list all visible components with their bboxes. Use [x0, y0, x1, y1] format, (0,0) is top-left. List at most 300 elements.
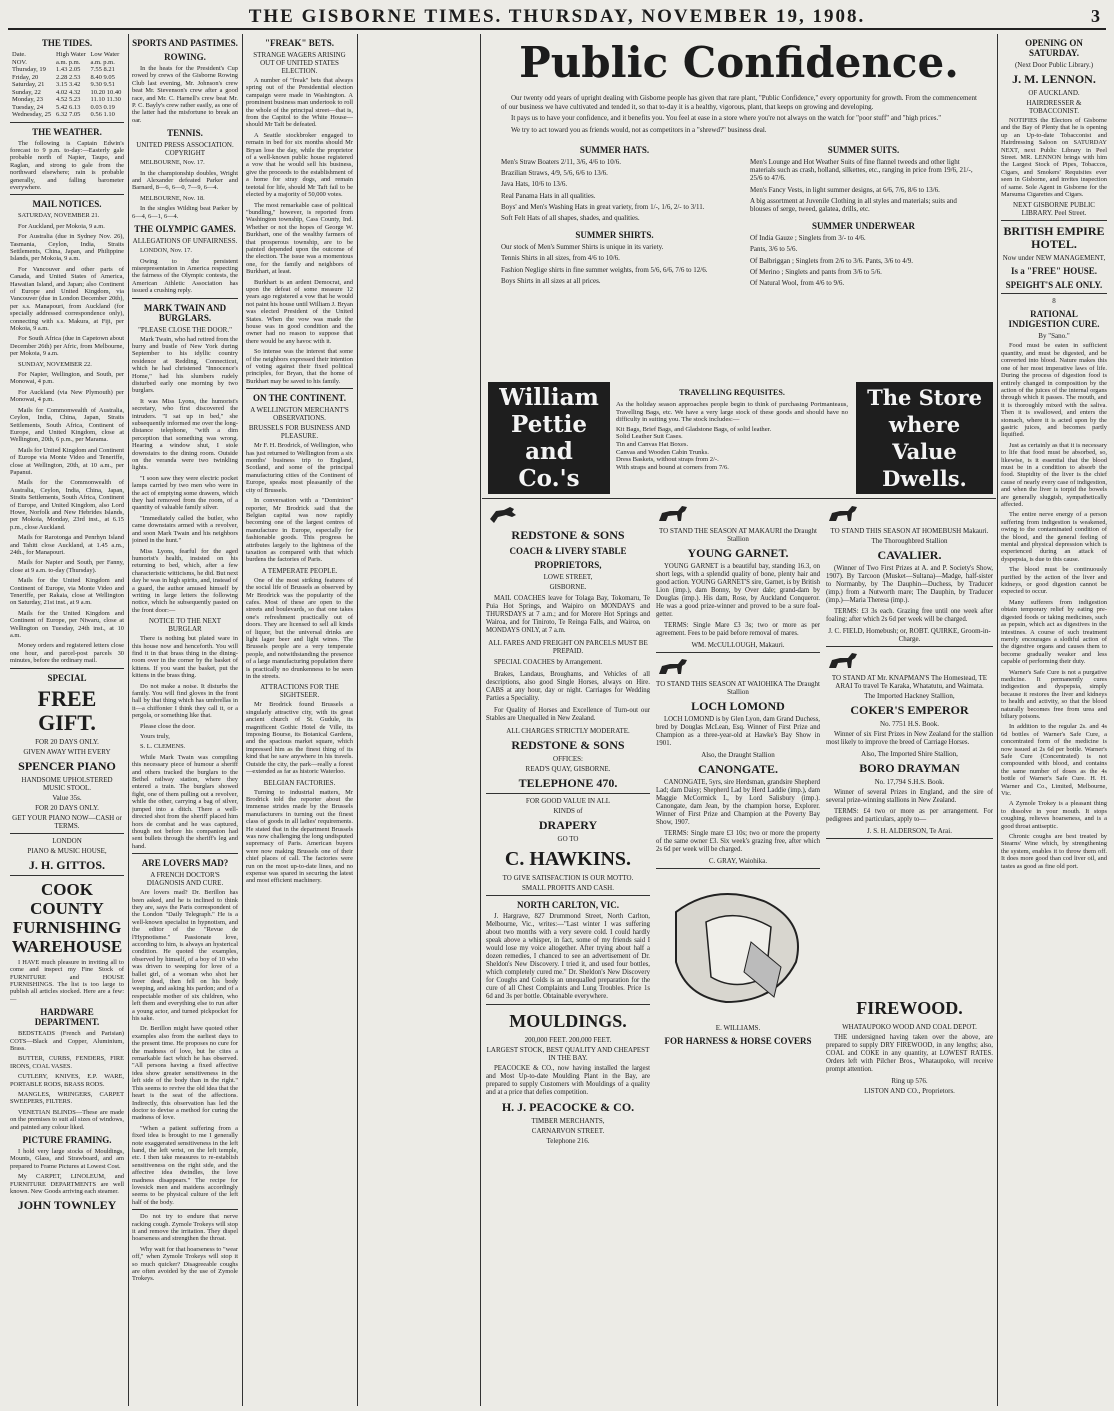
table-cell: Tuesday, 24 — [12, 103, 44, 111]
offices-address: READ'S QUAY, GISBORNE. — [525, 765, 611, 773]
list-item: Of Natural Wool, from 4/6 to 9/6. — [750, 279, 845, 288]
public-left — [501, 141, 728, 290]
speights-ale: SPEIGHT'S ALE ONLY. — [1005, 280, 1103, 291]
coker-sub: The Imported Hackney Stallion, — [864, 692, 955, 700]
paragraph: As the holiday season approaches people begin to think of purchasing Portmanteaus, Travelling Bags, etc. We have a very large stock of these goods and should have no difficulty in suiting you. The stock includes:— — [616, 401, 848, 424]
list-item: Men's Fancy Vests, in light summer designs, at 6/6, 7/6, 8/6 to 13/6. — [750, 185, 940, 194]
column-rule — [357, 34, 358, 1406]
paragraph: Mails for Napier and South, per Fanny, close at 9 a.m. to-day (Thursday). — [10, 559, 124, 574]
paragraph: SUNDAY, NOVEMBER 22. — [18, 360, 92, 368]
paragraph: SPECIAL COACHES by Arrangement. — [494, 659, 603, 666]
divider — [486, 793, 650, 794]
list-item: VENETIAN BLINDS—These are made on the premises to suit all sizes of windows, and painted any colour liked. — [10, 1108, 124, 1131]
column-7 — [826, 503, 993, 1403]
drapery-line: DRAPERY — [538, 818, 598, 832]
cook-text: I HAVE much pleasure in inviting all to come and inspect my Fine Stock of FURNITURE and HOUSE FURNISHINGS. The list is too large to publish all articles stocked. Here are a few:— — [10, 958, 124, 1003]
paragraph: For Auckland, per Mokoia, 9 a.m. — [18, 222, 105, 230]
table-cell: a.m. p.m. — [55, 58, 81, 66]
tides-heading: THE TIDES. — [41, 38, 93, 48]
divider — [1001, 293, 1107, 294]
paragraph: PEACOCKE & CO., now having installed the largest and Most Up-to-date Moulding Plant in the Bay, are prepared to supply Customers with Mouldings of a quality and at a price that defies competition. — [486, 1065, 650, 1096]
cook-title: COOK COUNTY FURNISHING WAREHOUSE — [11, 879, 123, 956]
paragraph: LONDON, Nov. 17. — [140, 247, 192, 255]
list-item: Pants, 3/6 to 5/6. — [750, 245, 798, 254]
table-cell: 1.43 2.05 — [55, 66, 81, 73]
free-house: Is a "FREE" HOUSE. — [1010, 266, 1097, 277]
twain-heading: MARK TWAIN AND BURGLARS. — [143, 302, 227, 323]
paragraph: Mails for the Commonwealth of Australia, Ceylon, India, China, Japan, Straits Settlements, South Africa, Continent of Europe, and United Kingdom, also Lord Howe, Norfolk and New Hebrides Islands, per Mokoia, Monday, 23rd inst., at 6.15 p.m., close Auckland. — [10, 479, 124, 531]
shirts-heading: SUMMER SHIRTS. — [575, 230, 654, 241]
cavalier-sign: J. C. FIELD, Homebush; or, ROBT. QUIRKE, Groom-in-Charge. — [828, 627, 991, 643]
list-item: BEDSTEADS (French and Parisian) COTS—Black and Copper, Aluminium, Brass. — [10, 1030, 124, 1052]
gift-days: FOR 20 DAYS ONLY. — [35, 803, 99, 812]
saddle-label: E. WILLIAMS. — [715, 1024, 761, 1032]
carnarvon-street: CARNARVON STREET. — [531, 1127, 605, 1135]
store-logo — [856, 382, 993, 494]
column-5 — [486, 503, 650, 1403]
paragraph: In the singles Wilding beat Parker by 6—4, 6—1, 6—4. — [132, 205, 238, 220]
divider — [482, 498, 996, 499]
garnet-sign: WM. McCULLOUGH, Makauri. — [691, 641, 785, 649]
column-8 — [1001, 34, 1107, 1406]
list-item: Soft Felt Hats of all shapes, shades, and qualities. — [501, 214, 640, 223]
weather-text: The following is Captain Edwin's forecast to 9 p.m. to-day:—Easterly gale probable north of Napier, Taupo, and Raglan, and strong to gale from the northward elsewhere; rain is probable generally, and falling barometer everywhere. — [10, 139, 124, 191]
gift-heading: SPECIAL — [47, 672, 87, 683]
paragraph: Are lovers mad? Dr. Berillon has been asked, and he is inclined to think they are, says the Paris correspondent of the London "Daily Telegraph." He is a well-known specialist in hypnotism, and the editor of the "Revue de l'Hypnotisme." Passionate love, according to him, is always an hysterical condition. He quoted the examples, observed by himself, of a boy of 10 who was driven to weeping for love of a ballet girl, of a woman who shot her lover dead, then fell on his body weeping, and asking his pardon; and of a respectable mother of six children, who left them and everything else to run after a young actor, and turned pickpocket for his sake. — [132, 889, 238, 1023]
paragraph: S. L. CLEMENS. — [140, 743, 186, 751]
paragraph: For Australia (due in Sydney Nov. 26), Tasmania, Ceylon, India, Straits Settlements, China, Japan, and Philippine Islands, per Mokoia, 9 a.m. — [10, 233, 124, 263]
cavalier-intro: TO STAND THIS SEASON AT HOMEBUSH Makauri. — [830, 527, 989, 535]
paragraph: Why wait for that hoarseness to "wear off," when Zymole Trokeys will stop it so much quicker? Disagreeable coughs are often avoided by the use of Zymole Trokeys. — [132, 1245, 238, 1283]
paragraph: TERMS: Single Mare £3 3s; two or more as per agreement. Fees to be paid before removal of mares. — [656, 622, 820, 637]
list-item: Our stock of Men's Summer Shirts is unique in its variety. — [501, 243, 664, 252]
gift-line: Value 35s. — [52, 793, 82, 802]
hardware-heading: HARDWARE DEPARTMENT. — [34, 1007, 100, 1028]
continent-sub: A WELLINGTON MERCHANT'S OBSERVATIONS. — [250, 406, 349, 423]
table-header: Low Water — [90, 51, 120, 58]
gittos-line: LONDON — [52, 836, 82, 845]
divider — [826, 838, 993, 839]
paragraph: We try to act toward you as friends would, not as competitors in a "shrewd?" business deal. — [511, 125, 767, 134]
hairdresser-label: HAIRDRESSER & TOBACCONIST. — [1026, 99, 1082, 115]
divider — [1001, 220, 1107, 221]
also-label: Also, the Draught Stallion — [701, 751, 775, 759]
table-header: Date. — [12, 51, 26, 58]
paragraph: For Quality of Horses and Excellence of Turn-out our Stables are Unequalled in New Zealand. — [486, 707, 650, 722]
table-row — [10, 104, 124, 112]
offices-label: OFFICES: — [553, 755, 583, 763]
paragraph: For South Africa (due in Capetown about December 26th) per Afric, from Melbourne, per Mokoia, 9 a.m. — [10, 335, 124, 358]
paragraph: J. Hargrave, 827 Drummond Street, North Carlton, Melbourne, Vic., writes:—"Last winter I was suffering about two months with a very severe cold. I could hardly speak above a whisper, in fact, some of my friends said I would lose my voice altogether. After trying about half a dozen remedies, I chanced to see an advertisement of Dr. Sheldon's New Discovery. I tried it, and used four bottles, which completely cured me." Dr. Sheldon's New Discovery for Coughs and Colds is an unequalled preparation for the cure of all Chest Complaints and Lung Troubles. Price 1s 6d and 3s per bottle. Obtainable everywhere. — [486, 913, 650, 1000]
underwear-heading: SUMMER UNDERWEAR — [812, 221, 915, 232]
redstone-line: PROPRIETORS, — [534, 560, 602, 570]
paragraph: Mr Brodrick found Brussels a singularly attractive city, with its great ancient church of St. Gudule, its magnificent Gothic Hotel de Ville, its imposing Bourse, its Botanical Gardens, and the spacious market square, which impressed him as the finest thing of its kind that he saw anywhere in his travels. Outside the city, the park—really a forest—extended as far as historic Waterloo. — [246, 701, 353, 776]
table-header-row — [10, 51, 124, 59]
divider — [246, 388, 353, 389]
drapery-line: GO TO — [557, 835, 579, 843]
drapery-line: KINDS of — [553, 807, 583, 815]
paragraph: Warner's Safe Cure is not a purgative medicine. It permanently cures indigestion and dyspepsia, simply because it restores the liver and kidneys to health and activity, so that the blood naturally becomes free from urea and biliary poisons. — [1001, 668, 1107, 720]
gray-sign: C. GRAY, Waiohika. — [708, 857, 768, 865]
boro-sub: Also, The Imported Shire Stallion, — [861, 750, 958, 758]
harness-heading: FOR HARNESS & HORSE COVERS — [664, 1036, 812, 1046]
paragraph: Winner of six First Prizes in New Zealand for the stallion most likely to improve the breed of Carriage Horses. — [826, 731, 993, 746]
temperate-heading: A TEMPERATE PEOPLE. — [261, 566, 338, 575]
divider — [132, 298, 238, 299]
table-cell: Sunday, 22 — [12, 88, 41, 96]
gift-line: GIVEN AWAY WITH EVERY — [23, 747, 111, 756]
divider — [486, 895, 650, 896]
auckland-label: OF AUCKLAND. — [1028, 89, 1080, 97]
paragraph: MAIL COACHES leave for Tolaga Bay, Tokomaru, Te Puia Hot Springs, and Waipiro on MONDAYS and THURSDAYS at 7 a.m.; and for Morere Hot Springs and Wairoa, and for Tiniroto, Te Reinga Falls, and Wairoa, on MONDAYS ONLY, at 7 a.m. — [486, 595, 650, 634]
drapery-line: FOR GOOD VALUE IN ALL — [525, 797, 611, 805]
table-cell: Friday, 20 — [12, 73, 39, 81]
garnet-title: YOUNG GARNET. — [687, 546, 789, 560]
tennis-heading: TENNIS. — [167, 128, 203, 139]
list-item: Canvas and Wooden Cabin Trunks. — [616, 448, 709, 456]
tides-table — [10, 51, 124, 119]
charges-notice: ALL CHARGES STRICTLY MODERATE. — [506, 727, 630, 735]
framing-heading: PICTURE FRAMING. — [22, 1135, 112, 1145]
gittos-line: PIANO & MUSIC HOUSE, — [27, 846, 107, 855]
divider — [10, 122, 124, 123]
townley-signature: JOHN TOWNLEY — [17, 1198, 117, 1213]
timber-merchants: TIMBER MERCHANTS, — [531, 1117, 605, 1125]
masthead — [8, 6, 1106, 30]
freak-sub: STRANGE WAGERS ARISING OUT OF UNITED STATES ELECTION. — [253, 51, 346, 75]
column-3 — [246, 34, 353, 1406]
mouldings-title: MOULDINGS. — [509, 1011, 627, 1031]
paragraph: Owing to the persistent misrepresentation in America respecting the fairness of the Olympic contests, the American Athletic Association has issued a crushing reply. — [132, 257, 238, 295]
paragraph: It was Miss Lyons, the humorist's secretary, who first discovered the intruders. "I sat up in bed," she subsequently informed me over the long-distance telephone, "with a dim perception that something was wrong. Hearing a window shut, I stole downstairs to the dining room. Outside on the veranda were two twinkling lights. — [132, 397, 238, 472]
redstone-title-2: REDSTONE & SONS — [511, 738, 625, 752]
motto: TO GIVE SATISFACTION IS OUR MOTTO. — [502, 874, 634, 882]
liston-sign: LISTON AND CO., Proprietors. — [864, 1087, 955, 1095]
store-name: The Store where Value Dwells. — [867, 385, 982, 491]
canongate-title: CANONGATE. — [697, 762, 779, 776]
alderson-sign: J. S. H. ALDERSON, Te Arai. — [867, 827, 952, 835]
mail-notices — [10, 212, 124, 664]
paragraph: Many sufferers from indigestion obtain temporary relief by eating pre-digested foods or taking medicines, such as pepsin, which act as digestives in the intestines. A course of such treatment merely encourages a slothful action of the digestive organs and causes them to become gradually weaker and less capable of performing their duty. — [1001, 598, 1107, 666]
table-cell: 8.40 9.05 — [90, 73, 115, 81]
list-item: With straps and bound at corners from 7/6. — [616, 463, 729, 471]
pettie-logo — [488, 382, 610, 494]
loch-intro: TO STAND THIS SEASON AT WAIOHIKA The Draught Stallion — [656, 680, 820, 696]
table-row — [10, 66, 124, 74]
table-header: High Water — [55, 51, 86, 58]
list-item: MANGLES, WRINGERS, CARPET SWEEPERS, FILTERS. — [10, 1090, 124, 1106]
paragraph: "When a patient suffering from a fixed idea is brought to me I generally note exaggerated sensitiveness in the left hand, the left wrist, on the left temple, etc. I then take measures to re-establish sensitiveness on the right side, and the affective idea dwindles, the love madness disappears." The recipe for lovesick men and maidens accordingly seems to be physical culture of the left half of the body. — [132, 1124, 238, 1206]
paragraph: "I soon saw they were electric pocket lamps carried by two men who were in the act of emptying some drawers, which they had removed from the room, of a quantity of valuable family silver. — [132, 474, 238, 512]
firewood-title: FIREWOOD. — [856, 998, 963, 1018]
horse-icon — [656, 503, 692, 525]
paragraph: In conversation with a "Dominion" reporter, Mr Brodrick said that the Belgian capital was now rapidly becoming one of the largest centres of manufacture in Europe, especially for fashionable goods. This progress he attributes largely to the lightness of the taxation as compared with that which burdens the factories of Paris. — [246, 497, 353, 564]
paragraph: CANONGATE, 5yrs, sire Herdsman, grandsire Shepherd Lad; dam Daisy; Shepherd Lad by Herd Laddie (imp.), dam Maggie McCormick I., by Lord Salisbury (imp.). Canongate, dam Jean, by the champion horse, Explorer. Winner of First Prize and Champion at the Poverty Bay Show, 1907. — [656, 779, 820, 826]
paragraph: Food must be eaten in sufficient quantity, and must be digested, and be converted into blood. Nature makes this one of her most imperative laws of life. During the process of digestion food is entirely changed in composition by the action of the juices of the internal organs through which it passes. The mouth, and it is thoroughly mixed with the saliva. Then it is swallowed, and enters the stomach, where it is acted upon by the gastric juices, and becomes partly liquified. — [1001, 342, 1107, 439]
telephone: TELEPHONE 470. — [518, 776, 618, 790]
public-columns — [485, 137, 993, 290]
divider — [826, 646, 993, 647]
loch-title: LOCH LOMOND — [691, 699, 785, 713]
gift-title: FREE GIFT. — [37, 685, 97, 735]
paragraph: Mark Twain, who had retired from the hurry and bustle of New York during September to his idyllic country residence at Redding, Connecticut, which he had christened "Innocence's Home," had his slumbers rudely disturbed early one morning by two burglars. — [132, 335, 238, 395]
saddle-illustration — [656, 872, 816, 1022]
paragraph: Our twenty odd years of upright dealing with Gisborne people has given that rare plant, "Public Confidence," every opportunity for growth. From the commencement of our business we have cultivated and tended it, so that to-day it is a healthy, vigorous, plant, that keeps on growing and developing. — [501, 94, 977, 111]
mail-heading: MAIL NOTICES. — [32, 199, 102, 210]
public-intro — [485, 94, 993, 134]
fares-notice: ALL FARES AND FREIGHT ON PARCELS MUST BE PREPAID. — [488, 639, 648, 655]
table-cell: a.m. p.m. — [90, 58, 115, 66]
divider — [10, 194, 124, 195]
telephone-2: Telephone 216. — [546, 1137, 590, 1145]
weather-heading: THE WEATHER. — [32, 126, 102, 137]
paragraph: THE undersigned having taken over the above, are prepared to supply DRY FIREWOOD, in any lengths; also, COAL and COKE in any quantity, at LOWEST RATES. Orders left with Pilcher Bros., Whataupoko, will receive prompt attention. — [826, 1034, 993, 1073]
paragraph: Please close the door. — [140, 722, 196, 730]
list-item: Of Merino ; Singlets and pants from 3/6 to 5/6. — [750, 267, 882, 276]
table-cell: 5.42 6.13 — [55, 103, 81, 111]
paragraph: A Zymole Trokey is a pleasant thing to dissolve in your mouth. It stops coughing, relieves hoarseness, and is a good throat antiseptic. — [1001, 800, 1107, 830]
framing-text: I hold very large stocks of Mouldings, Mounts, Glass, and Strawboard, and am prepared to Frame Pictures at Lowest Cost. — [10, 1148, 124, 1170]
rational-heading: RATIONAL INDIGESTION CURE. — [1008, 309, 1100, 330]
travel-ad — [616, 384, 848, 494]
list-item: Boys' and Men's Washing Hats in great variety, from 1/-, 1/6, 2/- to 3/11. — [501, 202, 705, 211]
cavalier-title: CAVALIER. — [877, 548, 942, 562]
table-cell: NOV. — [12, 58, 27, 66]
paragraph: Mails for Commonwealth of Australia, Ceylon, India, China, Japan, Straits Settlements, South Africa, Continent of Europe, and United Kingdom, close at Wellington, 20th, 6 p.m., per Marama. — [10, 406, 124, 444]
column-rule — [997, 34, 998, 1406]
column-6 — [656, 503, 820, 1403]
masthead-title: THE GISBORNE TIMES. THURSDAY, NOVEMBER 19, 1908. — [248, 6, 866, 27]
table-cell: 9.30 9.51 — [90, 81, 115, 88]
paragraph: TERMS: £3 3s each. Grazing free until one week after foaling; after which 2s 6d per week will be charged. — [826, 608, 993, 623]
coker-intro: TO STAND AT Mr. KNAPMAN'S The Homestead, TE ARAI To travel Te Karaka, Whatatutu, and Waimata. — [831, 674, 988, 690]
table-row — [10, 111, 124, 119]
depot-name: WHATAUPOKO WOOD AND COAL DEPOT. — [842, 1023, 977, 1031]
table-row — [10, 96, 124, 104]
paragraph: In addition to the regular 2s. and 4s 6d bottles of Warner's Safe Cure, a concentrated form of the medicine is now issued at 2s 6d per bottle. Warner's Safe Cure (Concentrated) is not compounded with blood, and contains the same number of doses as the 4s bottle of Warner's Safe Cure. H. H. Warner and Co., Limited, Melbourne, Vic. — [1001, 723, 1107, 798]
horse-coach-icon — [486, 503, 526, 525]
notice-heading: NOTICE TO THE NEXT BURGLAR — [148, 617, 222, 634]
boro-no: No. 17,794 S.H.S. Book. — [874, 778, 945, 786]
list-item: Men's Lounge and Hot Weather Suits of fine flannel tweeds and other light materials such as crash, holland, silkettes, etc., ranging in price from 19/6, 21/-, 25/6 to 47/6. — [750, 158, 973, 183]
public-confidence-title: Public Confidence. — [519, 38, 959, 87]
cavalier-sub: The Thoroughbred Stallion — [871, 537, 948, 545]
table-cell: 3.15 3.42 — [55, 81, 81, 88]
table-cell: 10.20 10.40 — [90, 88, 122, 96]
hats-heading: SUMMER HATS. — [579, 145, 650, 155]
list-item: Boys Shirts in all sizes at all prices. — [501, 276, 601, 285]
carlton-heading: NORTH CARLTON, VIC. — [516, 900, 620, 910]
list-item: CUTLERY, KNIVES, E.P. WARE, PORTABLE RODS, BRASS RODS. — [10, 1073, 124, 1088]
freak-heading: "FREAK" BETS. — [264, 38, 334, 48]
paragraph: Chronic coughs are best treated by Stearns' Wine which, by strengthening the system, enables it to throw them off. It does more good than cod liver oil, and tastes as good as fine old port. — [1001, 833, 1107, 870]
olympic-sub: ALLEGATIONS OF UNFAIRNESS. — [132, 237, 238, 246]
horse-icon — [826, 503, 862, 525]
paragraph: While Mark Twain was compiling this necessary piece of humour a sheriff and others tracked the burglars to the Bethel railway station, where they entered a train. The burglars showed fight, one of them pulling out a revolver, while the other, carrying a bag of silver, jumped into a ditch. There a well-directed shot from the sheriff placed him hors de combat and he was captured, though not before his companion had sent bullets through the sheriff's leg and hand. — [132, 753, 238, 850]
paragraph: Yours truly, — [140, 733, 170, 741]
table-cell: 6.32 7.05 — [55, 111, 81, 118]
list-item: Real Panama Hats in all qualities. — [501, 191, 596, 200]
list-item: Men's Straw Boaters 2/11, 3/6, 4/6 to 10/6. — [501, 158, 621, 166]
gift-line: HANDSOME UPHOLSTERED MUSIC STOOL. — [21, 775, 113, 792]
peacocke-name: H. J. PEACOCKE & CO. — [501, 1100, 635, 1114]
list-item: Java Hats, 10/6 to 13/6. — [501, 180, 568, 189]
redstone-line: COACH & LIVERY STABLE — [509, 546, 627, 556]
divider — [656, 652, 820, 653]
list-item: Of Balbriggan ; Singlets from 2/6 to 3/6. Pants, 3/6 to 4/9. — [750, 256, 913, 265]
article-number: 8 — [1052, 297, 1056, 306]
divider — [132, 853, 238, 854]
travel-heading: TRAVELLING REQUISITES. — [679, 388, 785, 397]
redstone-title: REDSTONE & SONS — [511, 528, 625, 542]
table-cell: 4.52 5.23 — [55, 96, 81, 103]
suits-heading: SUMMER SUITS. — [827, 145, 900, 155]
hotel-name: BRITISH EMPIRE HOTEL. — [1003, 224, 1105, 252]
divider — [10, 833, 124, 834]
paragraph: (Winner of Two First Prizes at A. and P. Society's Show, 1907). By Tarcoon (Musket—Sultana)—Madge, half-sister to Normanby, by The Dauphin—Duchess, by Traducer (imp.) from a Nutworth mare; The Dauphin, by Traducer (imp.)—Maria Theresa (imp.). — [826, 565, 993, 604]
twain-sub: "PLEASE CLOSE THE DOOR." — [138, 325, 232, 334]
paragraph: For Auckland (via New Plymouth) per Monowai, 4 p.m. — [10, 388, 124, 404]
table-cell: 2.28 2.53 — [55, 73, 81, 81]
paragraph: TERMS: £4 two or more as per arrangement. For pedigrees and particulars, apply to— — [826, 808, 993, 823]
list-item: Solid Leather Suit Cases. — [616, 433, 683, 441]
paragraph: Mails for United Kingdom and Continent of Europe via Monte Video and Teneriffe, close at Wellington, 20th, at 10 a.m., per Papanui. — [10, 446, 124, 476]
factories-heading: BELGIAN FACTORIES. — [263, 778, 336, 787]
paragraph: Brakes, Landaus, Broughams, and Vehicles of all descriptions, also good Single Horses, always on Hire. CABS at any hour, day or night. Carriages for Wedding Parties a Speciality. — [486, 671, 650, 702]
paragraph: Turning to industrial matters, Mr Brodrick told the reporter about the immense strides made by the Brussels manufacturers in turning out the finest class of goods in all ladies' requirements. He stated that in the department Brussels was now challenging the long undisputed supremacy of Paris. American buyers were now making Brussels one of their chief places of call. The factories were run on the most up-to-date lines, and no expense was spared in securing the latest and most efficient machinery. — [246, 788, 353, 885]
paragraph: Mails for the United Kingdom and Continent of Europe, per Niwaru, close at Wellington on Tuesday, 24th inst., at 10 a.m. — [10, 609, 124, 640]
spencer-piano: SPENCER PIANO — [18, 758, 116, 773]
olympic-heading: THE OLYMPIC GAMES. — [134, 224, 236, 235]
lovers-sub: A FRENCH DOCTOR'S DIAGNOSIS AND CURE. — [146, 871, 224, 888]
list-item: Brazilian Straws, 4/9, 5/6, 6/6 to 13/6. — [501, 169, 608, 178]
paragraph: The blood must be continuously purified by the action of the liver and kidneys, or good digestion cannot be expected to occur. — [1001, 566, 1107, 596]
table-header-row — [10, 59, 124, 67]
table-cell: 0.56 1.10 — [90, 111, 115, 118]
column-rule — [480, 34, 481, 1406]
boro-title: BORO DRAYMAN — [859, 761, 960, 775]
divider — [10, 668, 124, 669]
press-credit: UNITED PRESS ASSOCIATION. COPYRIGHT — [136, 141, 234, 158]
gift-cta: GET YOUR PIANO NOW—CASH or TERMS. — [12, 813, 122, 830]
lovers-heading: ARE LOVERS MAD? — [141, 858, 229, 869]
divider — [656, 868, 820, 869]
paragraph: "Immediately called the butler, who came downstairs armed with a revolver, and soon Mark Twain and his neighbors joined in the hunt." — [132, 514, 238, 545]
lennon-name: J. M. LENNON. — [1012, 72, 1096, 86]
paragraph: A Seattle stockbroker engaged to remain in bed for six months should Mr Bryan lose the day, while the proprietor of a well-known public house registered a vow that he would sell his business, give the proceeds to the establishment of a home for stray dogs, and remain teetotal for life, should Mr Taft fail to be elected by a majority of 50,000 votes. — [246, 131, 353, 199]
paragraph: There is nothing but plated ware in this house now and henceforth. You will find it in that brass thing in the dining-room over in the corner by the basket of kittens. If you want the basket, put the kittens in the brass thing. — [132, 635, 238, 680]
table-cell: 7.55 8.21 — [90, 66, 115, 73]
list-item: Kit Bags, Brief Bags, and Gladstone Bags, of solid leather. — [616, 425, 772, 433]
paragraph: SATURDAY, NOVEMBER 21. — [18, 212, 100, 220]
continent-heading: ON THE CONTINENT. — [253, 393, 346, 404]
next-library: NEXT GISBORNE PUBLIC LIBRARY. Peel Street. — [1013, 201, 1095, 218]
motto: SMALL PROFITS AND CASH. — [522, 884, 614, 892]
paragraph: For Napier, Wellington, and South, per Monowai, 4 p.m. — [10, 371, 124, 386]
paragraph: A number of "freak" bets that always spring out of the Presidential election campaign were made in Washington. A prominent business man undertook to roll the whole of the principal street—that is, from the Capitol to the White House—should Mr Taft be defeated. — [246, 77, 353, 129]
public-right — [750, 141, 977, 290]
ring-up: Ring up 576. — [891, 1077, 928, 1085]
table-row — [10, 89, 124, 97]
paragraph: The entire nerve energy of a person suffering from indigestion is weakened, owing to the contaminated condition of the blood, and the general feeling of mental and physical depression which is experienced during an attack of dyspepsia, is due to this cause. — [1001, 511, 1107, 563]
carpet-text: My CARPET, LINOLEUM, and FURNITURE DEPARTMENTS are well known. New Goods arriving each steamer. — [10, 1173, 124, 1196]
table-cell: Thursday, 19 — [12, 66, 46, 73]
gittos-name: J. H. GITTOS. — [28, 857, 106, 872]
paragraph: Miss Lyons, fearful for the aged humorist's health, insisted on his returning to bed, which, after a few characteristic witticisms, he did. But next day he was in high spirits, and, instead of a guard, the author amused himself by writing in large letters the following notice, which he subsequently pasted on the front door:— — [132, 547, 238, 614]
garnet-intro: TO STAND THE SEASON AT MAKAURI the Draught Stallion — [659, 527, 817, 543]
rowing-text: In the heats for the President's Cup rowed by crews of the Gisborne Rowing Club last evening, Mr. Johnson's crew beat Mr. Stevenson's crew after a good race, and Mr. C. Harnell's crew beat Mr. P. C. Bayly's crew rather easily, as one of the latter had the misfortune to break an oar. — [132, 65, 238, 124]
hawkins-name: C. HAWKINS. — [504, 848, 632, 870]
paragraph: Mr F. H. Brodrick, of Wellington, who has just returned to Wellington from a six months' business trip to England, Scotland, and some of the principal manufacturing cities of the Continent of Europe, speaks most pleasantly of the city of Brussels. — [246, 442, 353, 494]
column-rule — [242, 34, 243, 1406]
paragraph: For Vancouver and other parts of Canada, and United States of America, Hawaiian Island, and Japan; also Continent of Europe and United Kingdom, via Vancouver (due in London December 20th), per s.s. Manapouri, from Auckland (for specially addressed correspondence only), connecting with s.s. Makura, at Fiji, per Mokoia, 9 a.m. — [10, 265, 124, 333]
management-note: Now under NEW MANAGEMENT, — [1002, 254, 1106, 263]
column-rule — [128, 34, 129, 1406]
paragraph: In the championship doubles, Wright and Alexander defeated Parker and Barnard, 8—6, 6—0, 7—9, 6—4. — [132, 169, 238, 192]
table-cell: 4.02 4.32 — [55, 88, 81, 96]
paragraph: Do not make a noise. It disturbs the family. You will find gloves in the front hall by that thing which has umbrellas in it—a chiffonier I think they call it, or a pergola, or something like that. — [132, 682, 238, 720]
horse-icon — [656, 656, 692, 678]
list-item: Dress Baskets, without straps from 2/-. — [616, 456, 719, 464]
divider — [486, 1004, 650, 1005]
paragraph: LOCH LOMOND is by Glen Lyon, dam Grand Duchess, bred by Douglas McLean, Esq. Winner of First Prize and Champion as a three-year-old at Hawke's Bay Show in 1901. — [656, 716, 820, 747]
coker-no: No. 7751 H.S. Book. — [880, 720, 939, 728]
table-cell: 0.03 0.19 — [90, 103, 115, 111]
paragraph: Mails for the United Kingdom and Continent of Europe, via Monte Video and Teneriffe, per Rakaia, close at Wellington on Saturday, 21st inst., at 9 a.m. — [10, 577, 124, 607]
paragraph: MELBOURNE, Nov. 18. — [140, 194, 205, 202]
paragraph: So intense was the interest that some of the neighbors expressed their intention of voting against their fixed political principles, for Bryan, that the home of Burkhart may be saved to his family. — [246, 348, 353, 385]
paragraph: Winner of several Prizes in England, and the sire of several prize-winning stallions in New Zealand. — [826, 789, 993, 804]
paragraph: Mails for Rarotonga and Penrhyn Island and Tahiti close Auckland, at 1.45 a.m., 24th., for Manapouri. — [10, 534, 124, 556]
spacer — [826, 842, 993, 992]
sports-heading: SPORTS AND PASTIMES. — [132, 38, 238, 48]
gift-days: FOR 20 DAYS ONLY. — [35, 737, 99, 746]
list-item: Tennis Shirts in all sizes, from 4/6 to 10/6. — [501, 254, 620, 263]
paragraph: It pays us to have your confidence, and it benefits you. You feel at ease in a store where you're not always on the watch for "poor stuff" and "high prices." — [511, 114, 942, 122]
redstone-line: LOWE STREET, — [543, 573, 593, 581]
table-cell: Wednesday, 25 — [12, 111, 52, 118]
paragraph: TERMS: Single mare £3 10s; two or more the property of the same owner £3. Six week's grazing free, after which 2s 6d per week will be charged. — [656, 830, 820, 853]
library-note: (Next Door Public Library.) — [1014, 61, 1094, 69]
redstone-line: GISBORNE. — [549, 583, 587, 591]
coker-title: COKER'S EMPEROR — [850, 703, 969, 717]
opening-heading: OPENING ON SATURDAY. — [1025, 38, 1083, 58]
paragraph: NOTIFIES the Electors of Gisborne and the Bay of Plenty that he is opening up an Up-to-date Tobacconist and Hairdressing Saloon on SATURDAY NEXT, next Public Library in Peel Street. MR. LENNON brings with him the Largest Stock of Pipes, Tobaccos, Cigars, and Smokers' Requisites ever seen in Gisborne, and invites inspection of same. Sole Agent in Gisborne for the Marsuma Cigarettes and Cigars. — [1001, 117, 1107, 199]
mouldings-largest: LARGEST STOCK, BEST QUALITY AND CHEAPEST IN THE BAY. — [486, 1046, 650, 1062]
table-cell: 11.10 11.30 — [90, 96, 121, 103]
mouldings-feet: 200,000 FEET. 200,000 FEET. — [524, 1036, 612, 1044]
paragraph: Burkhart is an ardent Democrat, and upon the defeat of some measure 12 years ago registered a vow that he would not paint his house until William J. Bryan was elected President of the United States. When the vow was made the house was in good condition and the owner had no reason to suppose that there would be any havoc with it. — [246, 278, 353, 345]
paragraph: One of the most striking features of the social life of Brussels as observed by Mr Brodrick was the popularity of the cafes. Most of these are open to the streets and boulevards, so that one takes one's refreshment practically out of doors. They are licensed to sell all kinds of liquor, but the universal drinks are light lager beer and light wines. The Brussels people are a very temperate people, and notwithstanding the presence of a large manufacturing population there is practically no drunkenness to be seen in the streets. — [246, 576, 353, 681]
column-2 — [132, 34, 238, 1406]
rowing-heading: ROWING. — [164, 52, 206, 62]
paragraph: Dr. Berillon might have quoted other examples also from the earliest days to the present time. He proposes no cure for the madness of love, but he cites a remarkable fact which he has observed. "All persons having a fixed affective idea show greater sensitiveness in the left side of the body than in the right." This seems to revive the old idea that the heart is the seat of the affections. Indirectly, this observation has led the doctor to devise a method for curing the madness of love. — [132, 1025, 238, 1122]
paragraph: YOUNG GARNET is a beautiful bay, standing 16.3, on short legs, with a splendid quality of bone, plenty hair and good action. YOUNG GARNET'S sire, Garnet, is by British Lion (imp.), dam Bonny, by Over dale; grand-dam by Douglas (imp.). His dam, Rose, by Auckland Conqueror. He was a good prize-winner and proved to be a sure foal-getter. — [656, 563, 820, 618]
pettie-name: William Pettie and Co.'s — [499, 384, 599, 492]
column-1 — [10, 34, 124, 1406]
table-row — [10, 74, 124, 82]
attractions-heading: ATTRACTIONS FOR THE SIGHTSEER. — [260, 683, 339, 700]
paragraph: The most remarkable case of political "bundling," however, is reported from Washington township, Cass County, Ind. Whether or not the hopes of George W. Burkhart, one of the wealthy farmers of that prosperous township, are to be painted depended upon the outcome of the election. The issue was a momentous one, for the family and neighbors of Burkhart, at least. — [246, 201, 353, 276]
page-number: 3 — [1091, 6, 1100, 26]
list-item: Of India Gauze ; Singlets from 3/- to 4/6. — [750, 234, 866, 243]
list-item: BUTTER, CURBS, FENDERS, FIRE IRONS, COAL VASES. — [10, 1055, 124, 1070]
divider — [132, 1209, 238, 1210]
horse-icon — [826, 650, 862, 672]
list-item: Fashion Neglige shirts in fine summer weights, from 5/6, 6/6, 7/6 to 12/6. — [501, 265, 708, 274]
rational-byline: By "Sano." — [1038, 332, 1070, 341]
table-cell: Saturday, 21 — [12, 81, 45, 88]
